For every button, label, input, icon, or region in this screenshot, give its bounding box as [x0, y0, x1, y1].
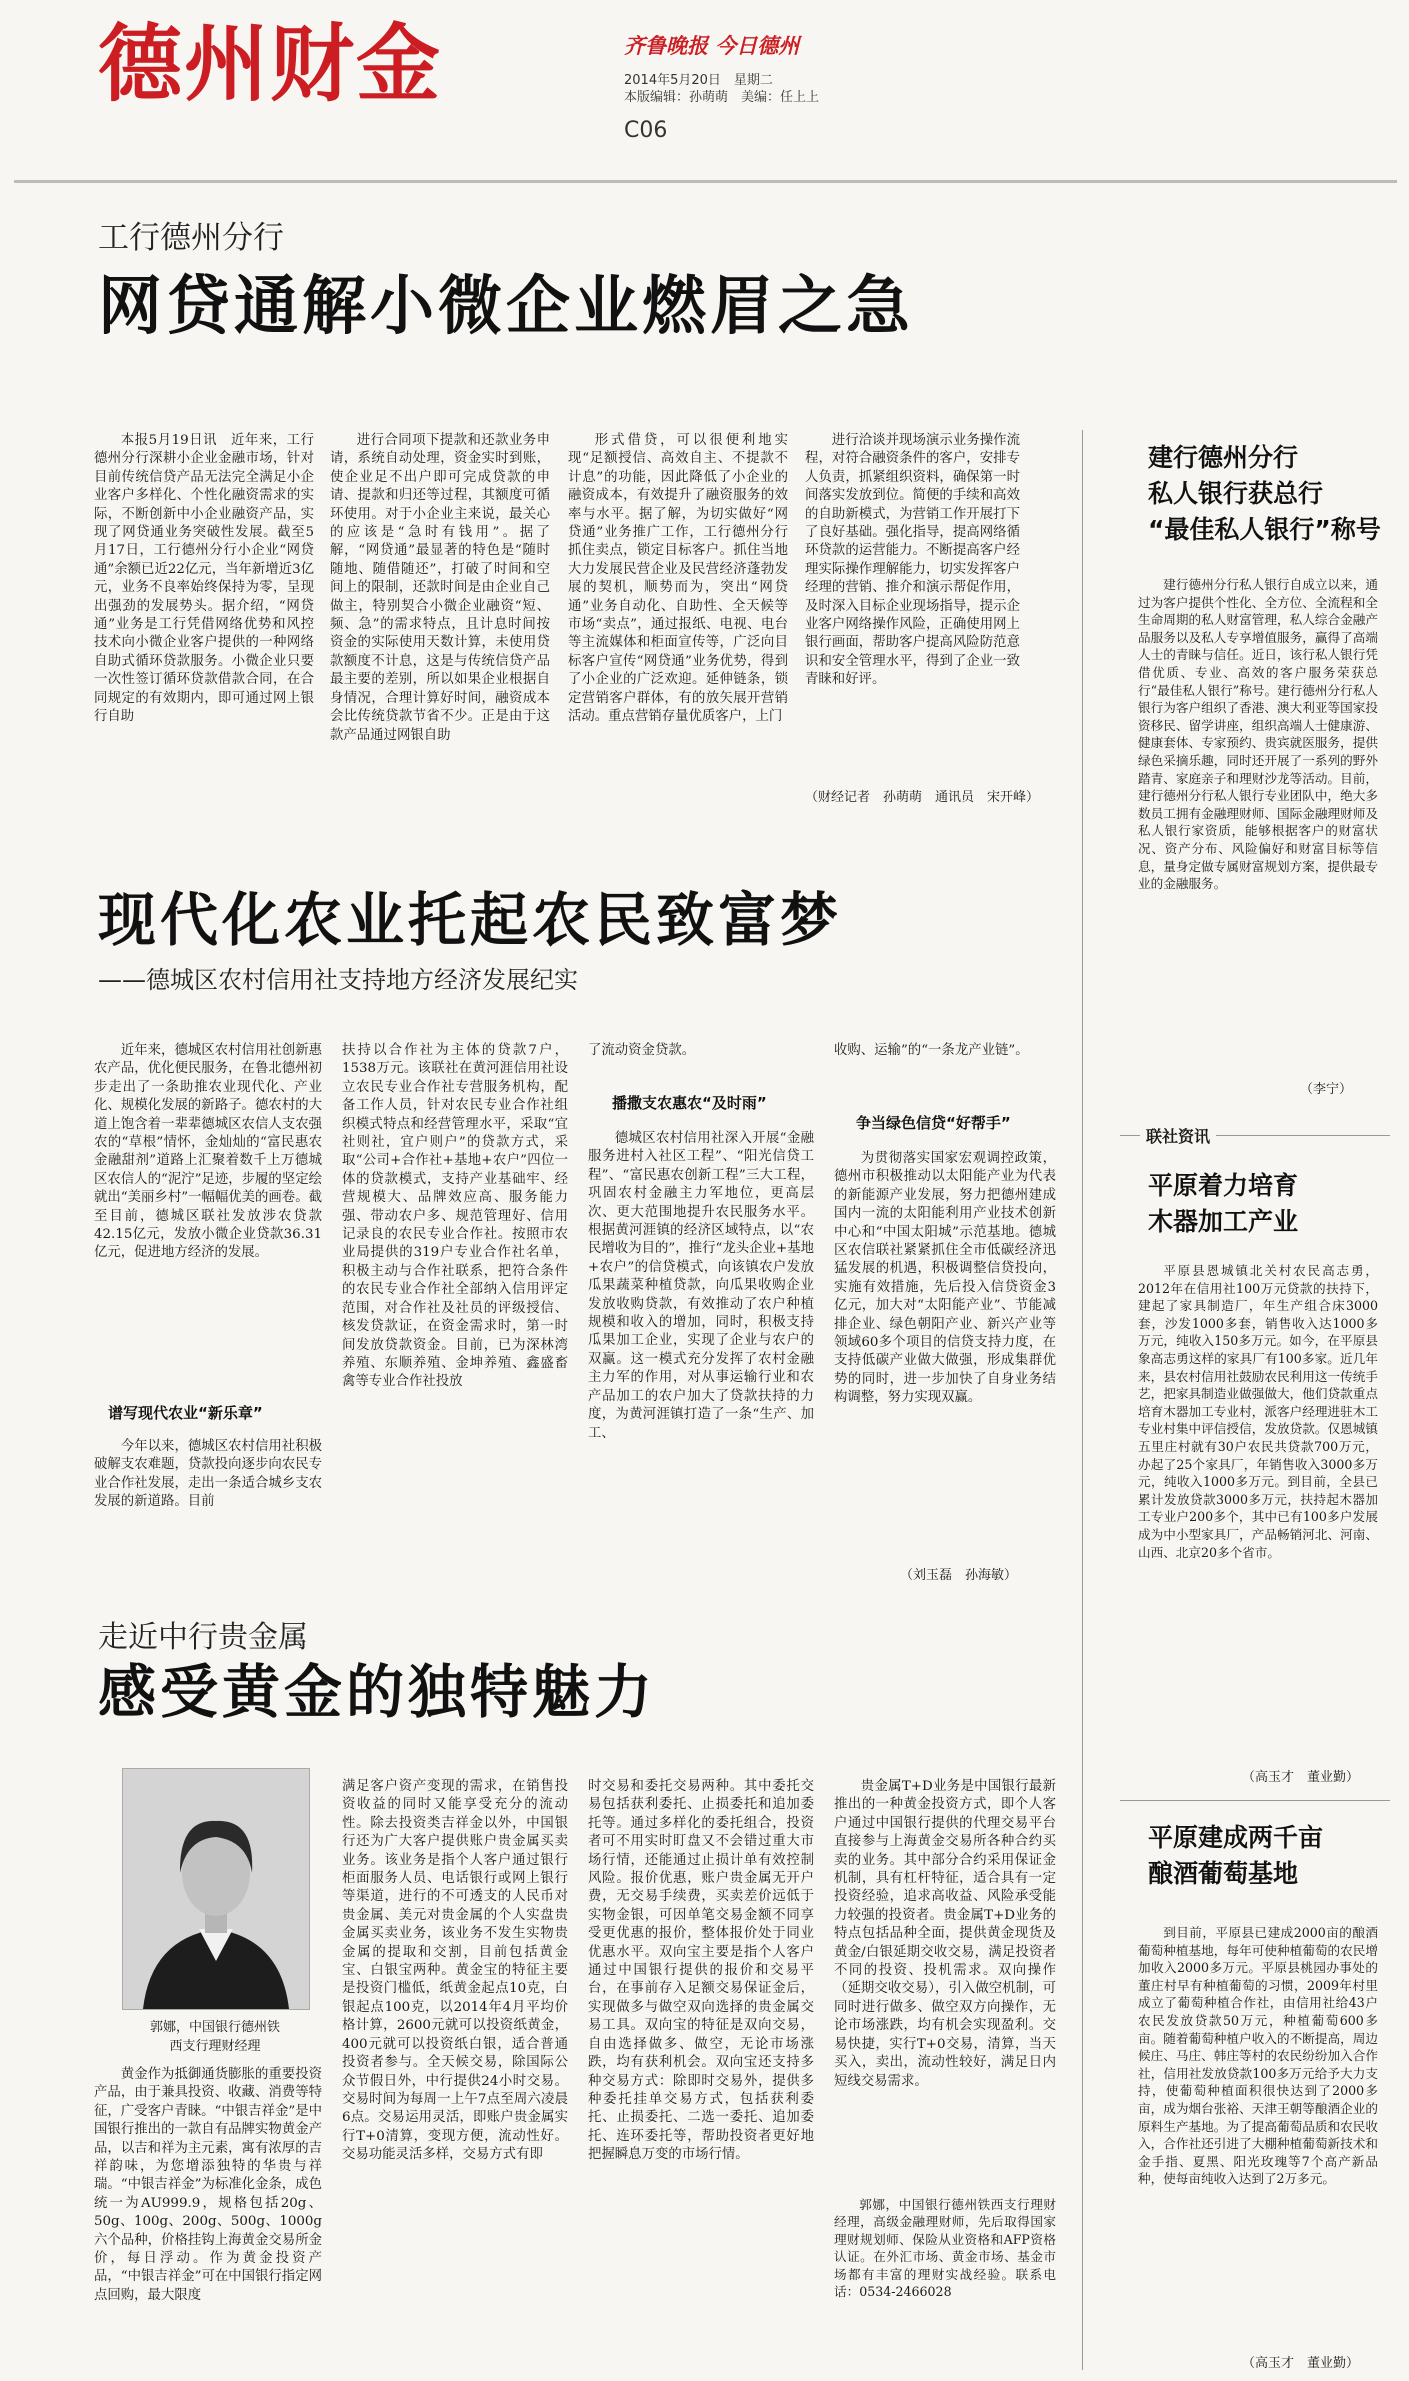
newspaper-brand: 齐鲁晚报 今日德州: [624, 34, 800, 58]
article1-col4: 进行洽谈并现场演示业务操作流程，对符合融资条件的客户，安排专人负责，抓紧组织资料，确保第一时间落实发放到位。简便的手续和高效的自助新模式，为营销工作开展打下了良好基础。强化指导，提高网络循环贷款的运营能力。不断提高客户经理实际操作理解能力，切实发挥客户经理的营销、推介和演示帮促作用，及时深入目标企业现场指导，提示企业客户网络操作风险，正确使用网上银行画面，帮助客户提高风险防范意识和安全管理水平，得到了企业一致青睐和好评。: [805, 433, 1020, 688]
sidebar-story3-title-line2: 酿酒葡萄基地: [1148, 1859, 1299, 1888]
article1-byline: （财经记者 孙萌萌 通讯员 宋开峰）: [805, 790, 1040, 805]
article2-col4b: 为贯彻落实国家宏观调控政策，德州市积极推动以太阳能产业为代表的新能源产业发展，努力把德州建成国内一流的太阳能利用产业技术创新中心和“中国太阳城”示范基地。德城区农信联社紧紧抓住全市低碳经济迅猛发展的机遇，积极调整信贷投向，实施有效措施，先后投入信贷资金3亿元，加大对“太阳能产业”、节能减排企业、绿色朝阳产业、新兴产业等领域60多个项目的信贷支持力度，在支持低碳产业做大做强，形成集群优势的同时，进一步加快了自身业务结构调整，努力实现双赢。: [834, 1151, 1056, 1406]
section-tag: 联社资讯: [1140, 1124, 1216, 1147]
issue-meta: [624, 72, 819, 106]
sidebar-story1-title-line2: 私人银行获总行: [1148, 479, 1324, 508]
sidebar-story3-title: [1148, 1820, 1398, 1892]
sidebar-story2-byline: （高玉才 董业勤）: [1242, 1770, 1360, 1785]
article3-col2: 满足客户资产变现的需求，在销售投资收益的同时又能享受充分的流动性。除去投资类吉祥金以外，中国银行还为广大客户提供账户贵金属买卖业务。该业务是指个人客户通过银行柜面服务人员、电话银行或网上银行等渠道，进行的不可透支的人民币对贵金属、美元对贵金属的个人实盘贵金属买卖业务，该业务不发生实物贵金属的提取和交割，目前包括黄金宝、白银宝两种。黄金宝的特征主要是投资门槛低，纸黄金起点10克，白银起点100克，以2014年4月平均价格计算，2600元就可以投资纸黄金，400元就可以投资纸白银，适合普通投资者参与。全天候交易，除国际公众节假日外，中行提供24小时交易。交易时间为每周一上午7点至周六凌晨6点。交易运用灵活，即账户贵金属实行T+0清算，变现方便，流动性好。交易功能灵活多样，交易方式有即: [342, 1779, 568, 2163]
article1-col2: 进行合同项下提款和还款业务申请，系统自动处理，资金实时到账，使企业足不出户即可完成贷款的申请、提款和归还等过程，其额度可循环使用。对于小企业主来说，最关心的应该是“急时有钱用”。据了解，“网贷通”最显著的特色是“随时随地、随借随还”，打破了时间和空间上的限制，还款时间是由企业自己做主，特别契合小微企业融资“短、频、急”的需求特点，且计息时间按资金的实际使用天数计算，未使用贷款额度不计息，这是与传统信贷产品最主要的差别，所以如果企业根据自身情况，合理计算好时间，融资成本会比传统贷款节省不少。正是由于这款产品通过网银自助: [330, 433, 550, 743]
article3-kicker: 走近中行贵金属: [98, 1620, 308, 1655]
sidebar-story2-title: [1148, 1168, 1398, 1240]
issue-editors: 本版编辑：孙萌萌 美编：任上上: [624, 90, 820, 105]
photo-caption: [104, 2018, 326, 2056]
article2-col2: 扶持以合作社为主体的贷款7户，1538万元。该联社在黄河涯信用社设立农民专业合作社专营服务机构，配备工作人员，针对农民专业合作社组织模式特点和经营管理水平，采取“宜社则社，宜户则户”的贷款方式，采取“公司+合作社+基地+农户”四位一体的贷款模式，支持产业基础牢、经营规模大、品牌效应高、服务能力强、带动农户多、规范管理好、信用记录良的农民专业合作社。按照市农业局提供的319户专业合作社名单，积极主动与合作社联系，把符合条件的农民专业合作社全部纳入信用评定范围，对合作社及社员的评级授信、核发贷款证，在资金需求时，第一时间发放贷款资金。目前，已为深林湾养殖、东顺养殖、金坤养殖、鑫盛畜禽等专业合作社投放: [342, 1043, 568, 1390]
article2-col3a: 了流动资金贷款。: [588, 1043, 696, 1058]
article3-headline: 感受黄金的独特魅力: [98, 1658, 657, 1726]
sidebar-story3-body: 到目前，平原县已建成2000亩的酿酒葡萄种植基地，每年可使种植葡萄的农民增加收入2000多万元。平原县桃园办事处的董庄村早有种植葡萄的习惯，2009年村里成立了葡萄种植合作社，由信用社给43户农民发放贷款50万元，种植葡萄600多亩。随着葡萄种植户收入的不断提高，周边候庄、马庄、韩庄等村的农民纷纷加入合作社，信用社发放贷款100多万元给予大力支持，使葡萄种植面积很快达到了2000多亩，成为烟台张裕、天津王朝等酿酒企业的原料生产基地。为了提高葡萄品质和农民收入，合作社还引进了大棚种植葡萄新技术和金手指、夏黑、阳光玫瑰等7个高产新品种，使每亩纯收入达到了2万多元。: [1138, 1925, 1378, 2187]
article2-subtitle: ——德城区农村信用社支持地方经济发展纪实: [98, 966, 578, 994]
article1-headline: 网贷通解小微企业燃眉之急: [98, 270, 914, 344]
article2-col1a: 近年来，德城区农村信用社创新惠农产品，优化便民服务，在鲁北德州初步走出了一条助推农业现代化、产业化、规模化发展的新路子。德农村的大道上饱含着一辈辈德城区农信人支农强农的“草根”情怀，金灿灿的“富民惠农金融甜剂”道路上汇聚着数千上万德城区农信人的“泥泞”足迹，步履的坚定绘就出“美丽乡村”一幅幅优美的画卷。截至目前，德城区联社发放涉农贷款42.15亿元，发放小微企业贷款36.31亿元，促进地方经济的发展。: [94, 1043, 322, 1261]
sidebar-story3-title-line1: 平原建成两千亩: [1148, 1823, 1324, 1852]
photo-caption-line2: 西支行理财经理: [169, 2039, 261, 2054]
article2-col1b: 今年以来，德城区农村信用社积极破解支农难题，贷款投向逐步向农民专业合作社发展，走出一条适合城乡支农发展的新道路。目前: [94, 1439, 322, 1510]
article2-subhead3: 争当绿色信贷“好帮手”: [856, 1114, 1011, 1132]
sidebar-story1-title: [1148, 440, 1398, 548]
sidebar-story2-title-line1: 平原着力培育: [1148, 1171, 1299, 1200]
article2-subhead1: 谱写现代农业“新乐章”: [108, 1404, 263, 1422]
article1-kicker: 工行德州分行: [98, 220, 284, 256]
photo-caption-line1: 郭娜，中国银行德州铁: [149, 2020, 280, 2035]
sidebar-story3-rule: [1120, 1800, 1390, 1801]
article2-headline: 现代化农业托起农民致富梦: [98, 886, 843, 954]
masthead: [0, 0, 1409, 180]
sidebar-divider: [1082, 430, 1083, 2370]
sidebar-story2-body: 平原县恩城镇北关村农民高志勇，2012年在信用社100万元贷款的扶持下，建起了家具制造厂，年生产组合床3000套，沙发1000多套，销售收入达1000多万元，纯收入150多万元。如今，在平原县象高志勇这样的家具厂有100多家。近几年来，县农村信用社鼓励农民利用这一传统手艺，把家具制造业做强做大，他们贷款重点培育木器加工专业村，派客户经理进驻木工专业村集中评信授信，发放贷款。仅恩城镇五里庄村就有30户农民共贷款700万元，办起了25个家具厂，年销售收入3000多万元，纯收入1000多万元。到目前，全县已累计发放贷款3000多万元，扶持起木器加工专业户200多个，其中已有100多户发展成为中小型家具厂，产品畅销河北、河南、山西、北京20多个省市。: [1138, 1263, 1378, 1560]
article3-col4: 贵金属T+D业务是中国银行最新推出的一种黄金投资方式，即个人客户通过中国银行提供的代理交易平台直接参与上海黄金交易所各种合约买卖的业务。其中部分合约采用保证金机制，具有杠杆特征，适合具有一定投资经验，追求高收益、风险承受能力较强的投资者。贵金属T+D业务的特点包括品种全面，提供黄金现货及黄金/白银延期交收交易，满足投资者不同的投资、投机需求。双向操作（延期交收交易），引入做空机制，可同时进行做多、做空双方向操作，无论市场涨跌，均有机会实现盈利。交易快捷，实行T+0交易，清算，当天买入，卖出，流动性较好，满足日内短线交易需求。: [834, 1779, 1056, 2089]
sidebar-story1-title-line1: 建行德州分行: [1148, 443, 1299, 472]
article1-col3: 形式借贷，可以很便利地实现“足额授信、高效自主、不提款不计息”的功能，因此降低了小企业的融资成本，有效提升了融资服务的效率与水平。据了解，为切实做好“网贷通”业务推广工作，工行德州分行抓住卖点，锁定目标客户。抓住当地大力发展民营企业及民营经济蓬勃发展的契机，顺势而为，突出“网贷通”业务自动化、自助性、全天候等市场“卖点”，通过报纸、电视、电台等主流媒体和柜面宣传等，广泛向目标客户宣传“网贷通”业务优势，得到了小企业的广泛欢迎。延伸链条，锁定营销客户群体，有的放矢展开营销活动。重点营销存量优质客户，上门: [568, 433, 788, 725]
article2-col4a: 收购、运输”的“一条龙产业链”。: [834, 1043, 1029, 1058]
article3-col3: 时交易和委托交易两种。其中委托交易包括获利委托、止损委托和追加委托等。通过多样化的委托组合，投资者可不用实时盯盘又不会错过重大市场行情，还能通过止损计单有效控制风险。报价优惠，账户贵金属无开户费，无交易手续费，买卖差价远低于实物金银，可因单笔交易金额不同享受更优惠的报价，整体报价处于同业优惠水平。双向宝主要是指个人客户通过中国银行提供的报价和交易平台，在事前存入足额交易保证金后，实现做多与做空双向选择的贵金属交易工具。双向宝的特征是双向交易，自由选择做多、做空，无论市场涨跌，均有获利机会。双向宝还支持多种交易方式：除即时交易外，提供多种委托挂单交易方式，包括获利委托、止损委托、二选一委托、追加委托、连环委托等，帮助投资者更好地把握瞬息万变的市场行情。: [588, 1779, 814, 2163]
issue-date: 2014年5月20日 星期二: [624, 73, 773, 88]
masthead-title: 德州财金: [98, 15, 443, 113]
sidebar-story3-byline: （高玉才 董业勤）: [1242, 2356, 1360, 2371]
article3-footer-note: 郭娜，中国银行德州铁西支行理财经理，高级金融理财师，先后取得国家理财规划师、保险从业资格和AFP资格认证。在外汇市场、黄金市场、基金市场都有丰富的理财实战经验。联系电话：0534-2466028: [834, 2197, 1056, 2300]
sidebar-story1-title-line3: “最佳私人银行”称号: [1148, 515, 1381, 544]
masthead-divider: [14, 180, 1397, 183]
sidebar-story1-byline: （李宁）: [1300, 1082, 1353, 1097]
page-number: C06: [624, 118, 668, 143]
sidebar-story2-title-line2: 木器加工产业: [1148, 1207, 1299, 1236]
sidebar-story1-body: 建行德州分行私人银行自成立以来，通过为客户提供个性化、全方位、全流程和全生命周期的私人财富管理，私人综合金融产品服务以及私人专享增值服务，赢得了高端人士的青睐与信任。近日，该行私人银行凭借优质、专业、高效的客户服务荣获总行“最佳私人银行”称号。建行德州分行私人银行为客户组织了香港、澳大利亚等国家投资移民、留学讲座，组织高端人士健康游、健康套体、专家预约、贵宾就医服务，提供绿色采摘乐趣，同时还开展了一系列的野外踏青、家庭亲子和理财沙龙等活动。目前，建行德州分行私人银行专业团队中，绝大多数员工拥有金融理财师、国际金融理财师及私人银行家资质，能够根据客户的财富状况、资产分布、风险偏好和财富目标等信息，量身定做专属财富规划方案，提供最专业的金融服务。: [1138, 577, 1378, 892]
article2-byline: （刘玉磊 孙海敏）: [900, 1568, 1018, 1583]
author-photo: [122, 1768, 310, 2010]
article1-col1: 本报5月19日讯 近年来，工行德州分行深耕小企业金融市场，针对目前传统信贷产品无法完全满足小企业客户多样化、个性化融资需求的实际，不断创新中小企业融资产品，实现了网贷通业务突破性发展。截至5月17日，工行德州分行小企业“网贷通”余额已近22亿元，当年新增近3亿元，业务不良率始终保持为零，呈现出强劲的发展势头。据介绍，“网贷通”业务是工行凭借网络优势和风控技术向小微企业客户提供的一种网络自助式循环贷款服务。小微企业只要一次性签订循环贷款借款合同，在合同规定的有效期内，即可通过网上银行自助: [94, 433, 314, 725]
article3-col1: 黄金作为抵御通货膨胀的重要投资产品，由于兼具投资、收藏、消费等特征，广受客户青睐。“中银吉祥金”是中国银行推出的一款自有品牌实物黄金产品，以吉和祥为主元素，寓有浓厚的吉祥韵味，为您增添独特的华贵与祥瑞。“中银吉祥金”为标准化金条，成色统一为AU999.9，规格包括20g、50g、100g、200g、500g、1000g六个品种，价格挂钩上海黄金交易所金价，每日浮动。作为黄金投资产品，“中银吉祥金”可在中国银行指定网点回购，最大限度: [94, 2067, 322, 2303]
portrait-image: [123, 1769, 309, 2009]
article2-col3b: 德城区农村信用社深入开展“金融服务进村入社区工程”、“阳光信贷工程”、“富民惠农创新工程”三大工程，巩固农村金融主力军地位，更高层次、更大范围地提升农民服务水平。根据黄河涯镇的经济区域特点，以“农民增收为目的”，推行“龙头企业+基地+农户”的信贷模式，向该镇农户发放瓜果蔬菜种植贷款，向瓜果收购企业发放收购贷款，有效推动了农户种植规模和收入的增加，同时，积极支持瓜果加工企业，实现了企业与农户的双赢。这一模式充分发挥了农村金融主力军的作用，对从事运输行业和农产品加工的农户加大了贷款扶持的力度，为黄河涯镇打造了一条“生产、加工、: [588, 1131, 814, 1441]
article2-subhead2: 播撒支农惠农“及时雨”: [612, 1094, 767, 1112]
